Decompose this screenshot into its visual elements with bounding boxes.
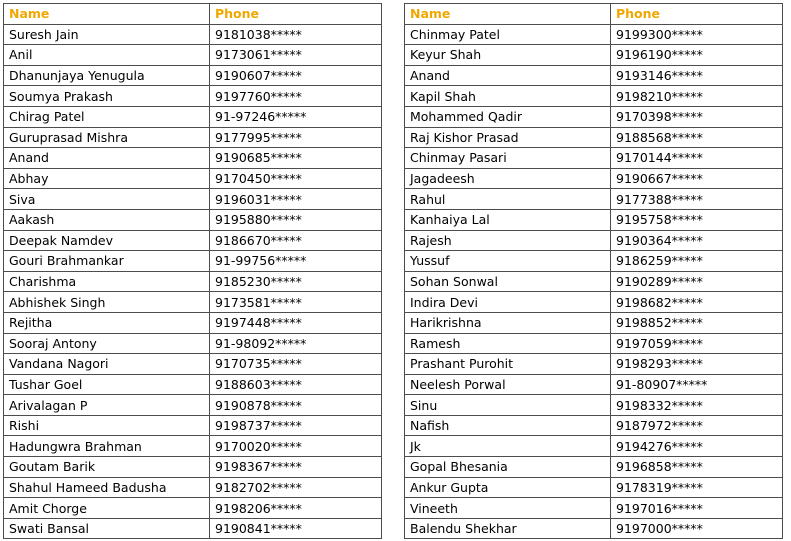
phone-cell: 9181038***** [210, 24, 382, 45]
table-row [405, 24, 783, 45]
name-cell: Soumya Prakash [4, 86, 210, 107]
phone-cell: 9190364***** [611, 230, 783, 251]
name-cell: Nafish [405, 415, 611, 436]
name-cell: Tushar Goel [4, 374, 210, 395]
table-row [4, 415, 382, 436]
name-cell: Balendu Shekhar [405, 518, 611, 539]
phone-cell: 9196858***** [611, 457, 783, 478]
phone-cell: 9190607***** [210, 65, 382, 86]
table-row [4, 457, 382, 478]
phone-cell: 9185230***** [210, 271, 382, 292]
phone-cell: 9198367***** [210, 457, 382, 478]
name-cell: Kapil Shah [405, 86, 611, 107]
phone-cell: 9182702***** [210, 477, 382, 498]
table-row [4, 24, 382, 45]
table-row [405, 333, 783, 354]
name-cell: Kanhaiya Lal [405, 209, 611, 230]
name-cell: Abhishek Singh [4, 292, 210, 313]
name-cell: Jk [405, 436, 611, 457]
table-row [405, 45, 783, 66]
table-row [4, 271, 382, 292]
phone-cell: 9190289***** [611, 271, 783, 292]
name-cell: Jagadeesh [405, 168, 611, 189]
table-row [405, 457, 783, 478]
name-cell: Chinmay Patel [405, 24, 611, 45]
name-cell: Abhay [4, 168, 210, 189]
phone-cell: 9190841***** [210, 518, 382, 539]
table-row [405, 251, 783, 272]
table-row [4, 251, 382, 272]
phone-cell: 9170398***** [611, 106, 783, 127]
phone-cell: 9193146***** [611, 65, 783, 86]
phone-cell: 9170450***** [210, 168, 382, 189]
table-row [405, 312, 783, 333]
table-body [4, 24, 382, 539]
table-row [4, 168, 382, 189]
name-cell: Anand [405, 65, 611, 86]
phone-cell: 9197059***** [611, 333, 783, 354]
table-row [405, 415, 783, 436]
phone-cell: 9173581***** [210, 292, 382, 313]
table-row [4, 65, 382, 86]
name-cell: Arivalagan P [4, 395, 210, 416]
table-row [4, 436, 382, 457]
name-cell: Aakash [4, 209, 210, 230]
name-cell: Neelesh Porwal [405, 374, 611, 395]
table-row [405, 477, 783, 498]
name-cell: Chinmay Pasari [405, 148, 611, 169]
table-row [4, 106, 382, 127]
name-cell: Yussuf [405, 251, 611, 272]
table-row [4, 148, 382, 169]
name-cell: Gopal Bhesania [405, 457, 611, 478]
name-cell: Vandana Nagori [4, 354, 210, 375]
phone-cell: 9198852***** [611, 312, 783, 333]
table-row [405, 168, 783, 189]
phone-cell: 9198293***** [611, 354, 783, 375]
phone-cell: 91-80907***** [611, 374, 783, 395]
table-row [405, 65, 783, 86]
phone-cell: 91-97246***** [210, 106, 382, 127]
name-cell: Prashant Purohit [405, 354, 611, 375]
phone-cell: 9198210***** [611, 86, 783, 107]
phone-cell: 9199300***** [611, 24, 783, 45]
name-cell: Swati Bansal [4, 518, 210, 539]
table-row [405, 436, 783, 457]
phone-cell: 9195880***** [210, 209, 382, 230]
table-row [4, 189, 382, 210]
table-row [4, 518, 382, 539]
table-row [405, 271, 783, 292]
name-cell: Gouri Brahmankar [4, 251, 210, 272]
name-cell: Harikrishna [405, 312, 611, 333]
phone-cell: 9173061***** [210, 45, 382, 66]
name-cell: Anil [4, 45, 210, 66]
table-row [405, 230, 783, 251]
name-column-header: Name [4, 4, 210, 25]
contacts-table-right [404, 3, 783, 539]
table-row [405, 127, 783, 148]
table-row [4, 86, 382, 107]
name-cell: Rejitha [4, 312, 210, 333]
table-row [405, 106, 783, 127]
table-row [405, 86, 783, 107]
table-row [4, 498, 382, 519]
name-cell: Suresh Jain [4, 24, 210, 45]
name-cell: Sinu [405, 395, 611, 416]
phone-cell: 9197448***** [210, 312, 382, 333]
table-row [4, 230, 382, 251]
phone-column-header: Phone [210, 4, 382, 25]
name-cell: Keyur Shah [405, 45, 611, 66]
phone-cell: 9198737***** [210, 415, 382, 436]
phone-cell: 9188603***** [210, 374, 382, 395]
name-cell: Shahul Hameed Badusha [4, 477, 210, 498]
table-row [405, 189, 783, 210]
phone-cell: 9177388***** [611, 189, 783, 210]
name-cell: Anand [4, 148, 210, 169]
table-row [4, 333, 382, 354]
table-row [4, 209, 382, 230]
phone-column-header: Phone [611, 4, 783, 25]
phone-cell: 9197016***** [611, 498, 783, 519]
name-cell: Rajesh [405, 230, 611, 251]
table-row [4, 374, 382, 395]
phone-cell: 91-99756***** [210, 251, 382, 272]
table-row [405, 374, 783, 395]
phone-cell: 9187972***** [611, 415, 783, 436]
table-row [4, 477, 382, 498]
phone-cell: 9190878***** [210, 395, 382, 416]
table-row [4, 354, 382, 375]
name-cell: Siva [4, 189, 210, 210]
phone-cell: 9190667***** [611, 168, 783, 189]
phone-cell: 9170735***** [210, 354, 382, 375]
name-cell: Goutam Barik [4, 457, 210, 478]
name-cell: Sohan Sonwal [405, 271, 611, 292]
table-row [4, 312, 382, 333]
name-column-header: Name [405, 4, 611, 25]
phone-cell: 9170144***** [611, 148, 783, 169]
name-cell: Vineeth [405, 498, 611, 519]
table-row [4, 395, 382, 416]
table-row [405, 148, 783, 169]
name-cell: Ankur Gupta [405, 477, 611, 498]
phone-cell: 9197760***** [210, 86, 382, 107]
phone-cell: 9198206***** [210, 498, 382, 519]
contacts-table-left [3, 3, 382, 539]
header-row [405, 4, 783, 25]
phone-cell: 9190685***** [210, 148, 382, 169]
name-cell: Sooraj Antony [4, 333, 210, 354]
phone-cell: 9194276***** [611, 436, 783, 457]
phone-cell: 9197000***** [611, 518, 783, 539]
phone-cell: 9170020***** [210, 436, 382, 457]
name-cell: Ramesh [405, 333, 611, 354]
name-cell: Amit Chorge [4, 498, 210, 519]
table-row [405, 292, 783, 313]
phone-cell: 9188568***** [611, 127, 783, 148]
table-row [405, 395, 783, 416]
name-cell: Guruprasad Mishra [4, 127, 210, 148]
table-row [405, 518, 783, 539]
phone-cell: 9196031***** [210, 189, 382, 210]
table-row [4, 127, 382, 148]
phone-cell: 9186670***** [210, 230, 382, 251]
name-cell: Dhanunjaya Yenugula [4, 65, 210, 86]
table-row [4, 45, 382, 66]
table-row [405, 354, 783, 375]
phone-cell: 9177995***** [210, 127, 382, 148]
phone-cell: 91-98092***** [210, 333, 382, 354]
name-cell: Chirag Patel [4, 106, 210, 127]
name-cell: Rahul [405, 189, 611, 210]
table-row [405, 498, 783, 519]
phone-cell: 9198682***** [611, 292, 783, 313]
table-body [405, 24, 783, 539]
name-cell: Hadungwra Brahman [4, 436, 210, 457]
name-cell: Rishi [4, 415, 210, 436]
name-cell: Indira Devi [405, 292, 611, 313]
name-cell: Raj Kishor Prasad [405, 127, 611, 148]
table-row [4, 292, 382, 313]
phone-cell: 9195758***** [611, 209, 783, 230]
name-cell: Deepak Namdev [4, 230, 210, 251]
name-cell: Charishma [4, 271, 210, 292]
phone-cell: 9178319***** [611, 477, 783, 498]
phone-cell: 9198332***** [611, 395, 783, 416]
table-row [405, 209, 783, 230]
name-cell: Mohammed Qadir [405, 106, 611, 127]
header-row [4, 4, 382, 25]
phone-cell: 9196190***** [611, 45, 783, 66]
phone-cell: 9186259***** [611, 251, 783, 272]
